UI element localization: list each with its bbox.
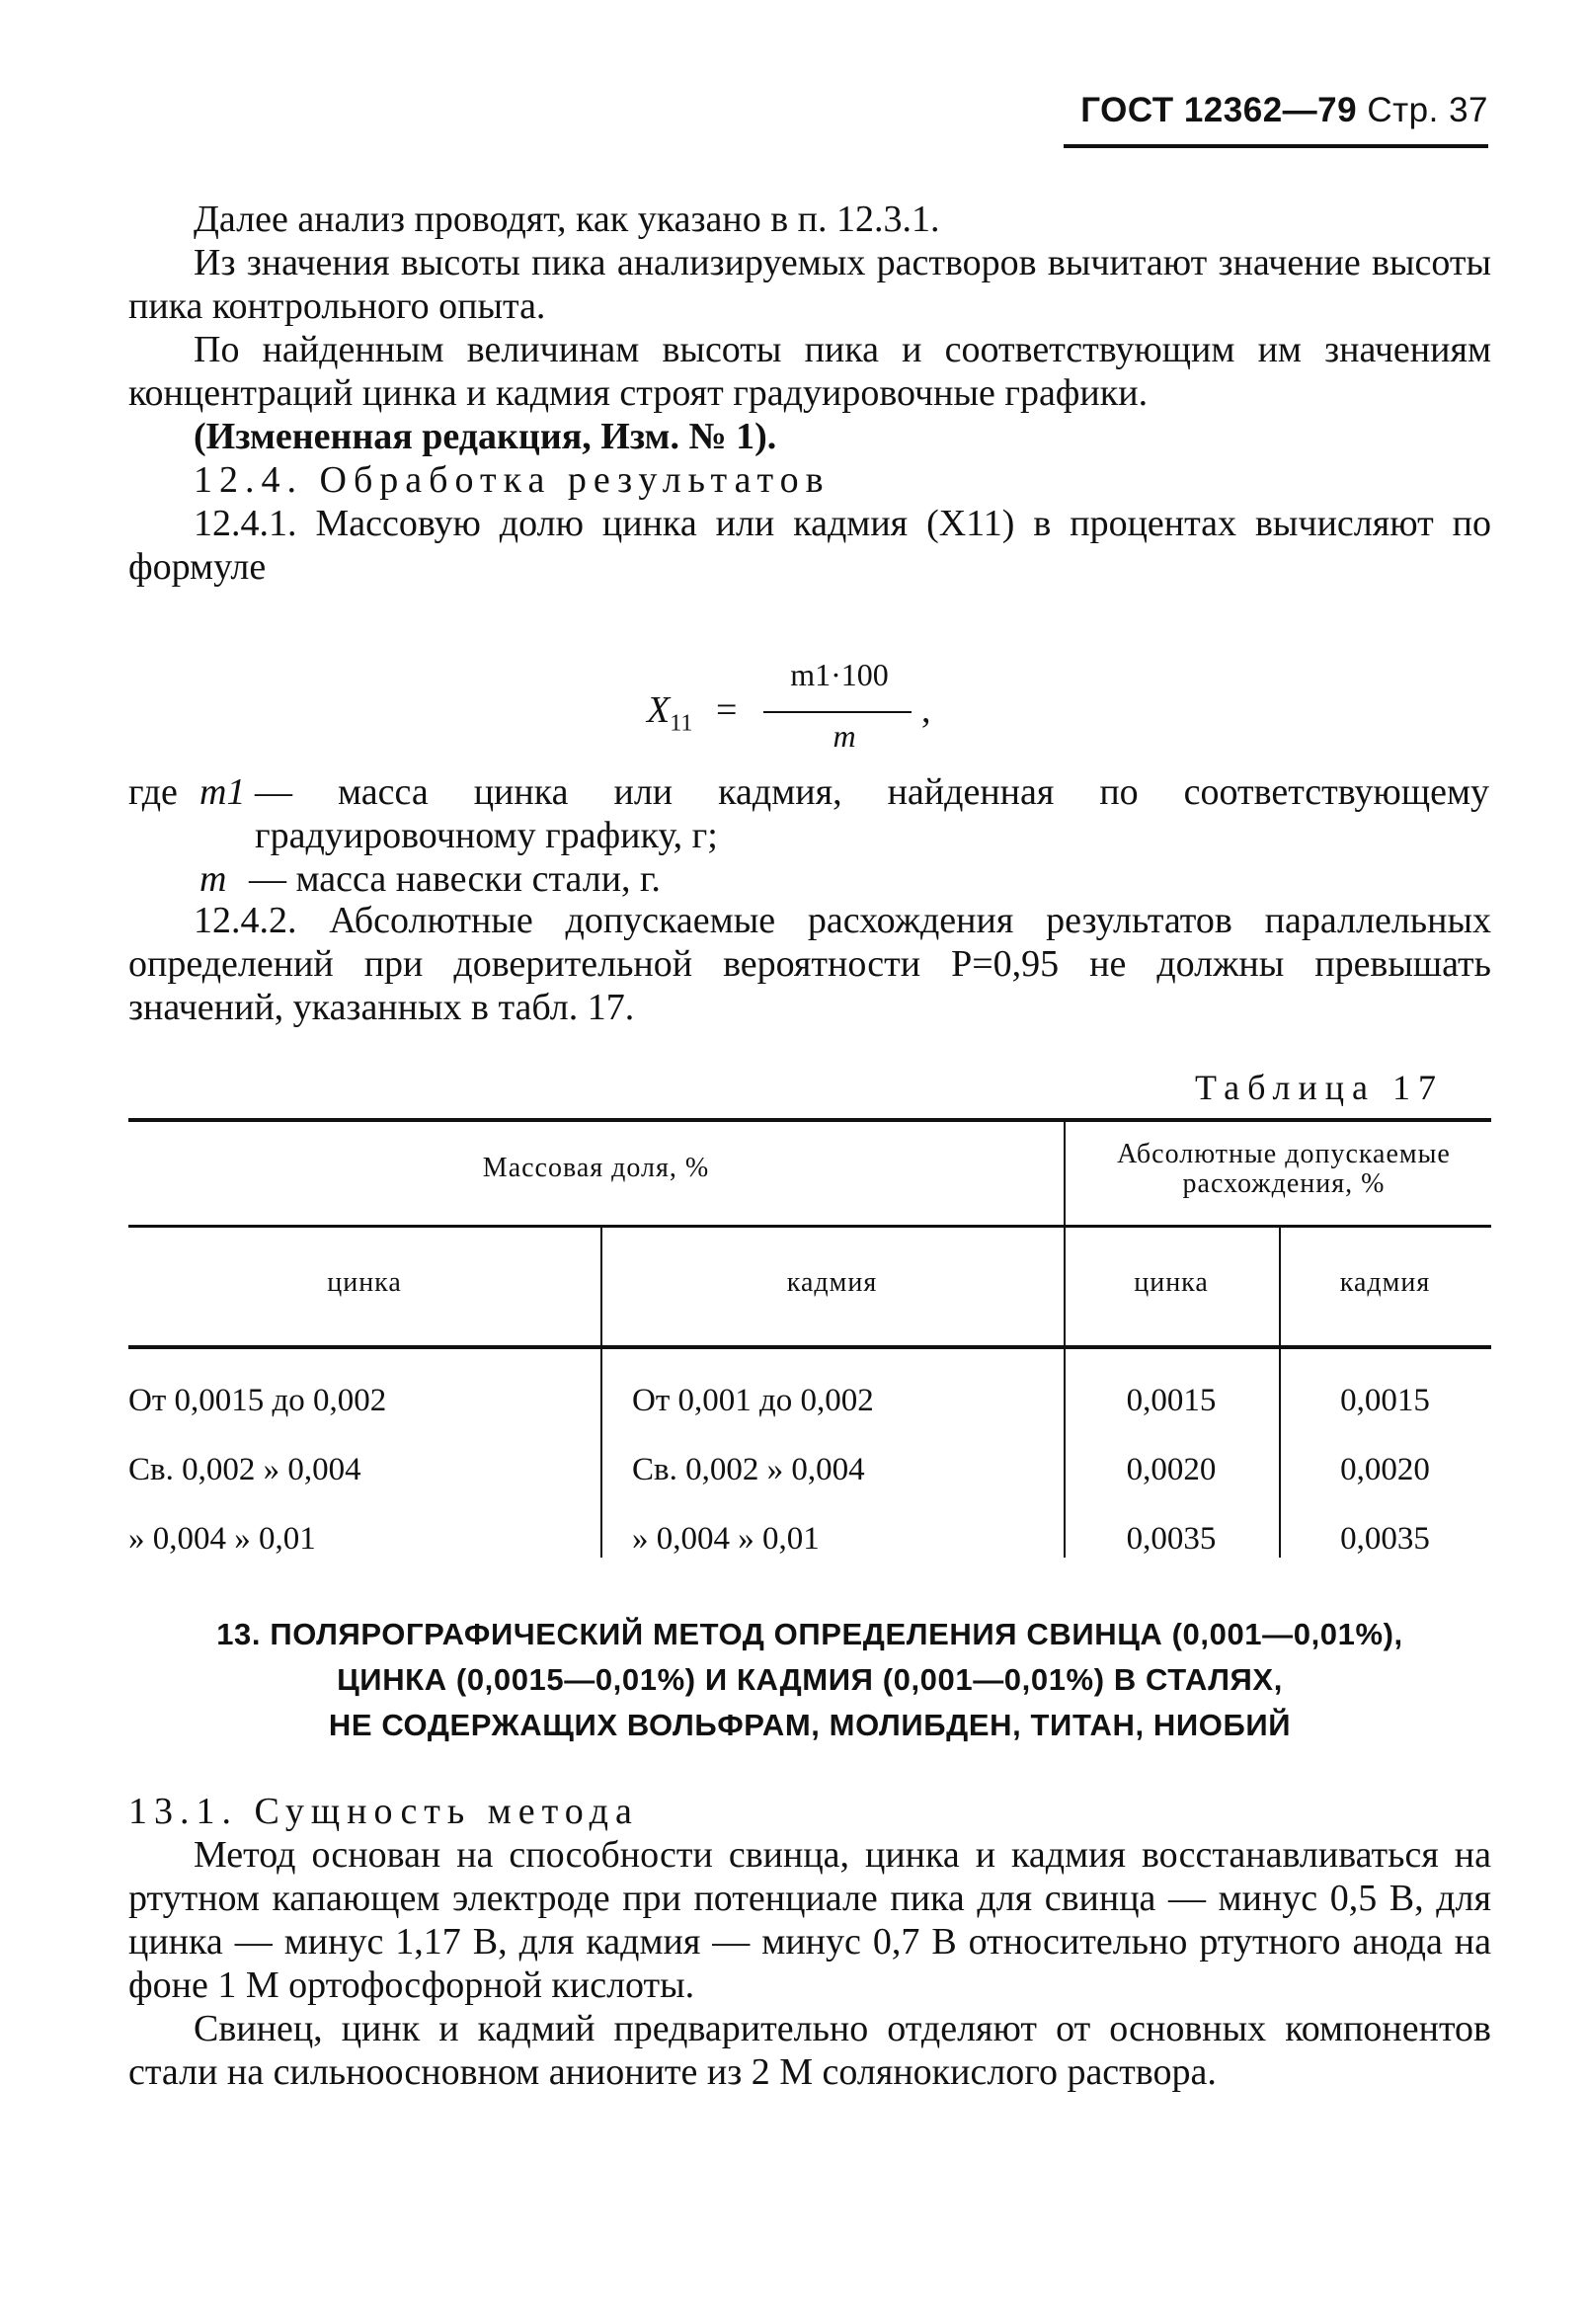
para-12-4-2-block (128, 899, 1491, 1029)
table-rule (128, 1225, 1491, 1228)
table-17 (128, 1118, 1491, 1558)
table-cell: Св. 0,002 » 0,004 (632, 1452, 865, 1487)
paragraph: Далее анализ проводят, как указано в п. 12.3.1. (194, 199, 940, 240)
formula-lhs: $X_{11}$ (647, 689, 693, 737)
paragraph-12-4-1: 12.4.1. Массовую долю цинка или кадмия (X11) в процентах вычисляют по формуле (128, 503, 1491, 588)
table-group-header: Массовая доля, % (482, 1153, 710, 1183)
formula-equals: = (716, 689, 738, 731)
table-cell: 0,0035 (1340, 1521, 1430, 1557)
top-text-block (128, 198, 1491, 589)
paragraph: Свинец, цинк и кадмий предварительно отделяют от основных компонентов стали на сильноосновном анионите из 2 М солянокислого раствора. (128, 2008, 1491, 2093)
where-symbol: m1 (199, 771, 246, 813)
edition-note: (Измененная редакция, Изм. № 1). (194, 416, 777, 457)
table-cell: 0,0015 (1126, 1383, 1217, 1418)
where-block (128, 770, 1491, 901)
formula-numerator: m1·100 (790, 657, 889, 692)
table-cell: 0,0020 (1126, 1452, 1217, 1487)
table-rule (128, 1345, 1491, 1349)
table-caption: Таблица 17 (1195, 1068, 1444, 1107)
doc-id: ГОСТ 12362—79 (1080, 91, 1358, 129)
section-13-title-line: 13. ПОЛЯРОГРАФИЧЕСКИЙ МЕТОД ОПРЕДЕЛЕНИЯ СВИНЦА (0,001—0,01%), (216, 1617, 1403, 1651)
paragraph: По найденным величинам высоты пика и соответствующим им значениям концентраций цинка и кадмия строят градуировочные графики. (128, 329, 1491, 414)
where-text: — масса навески стали, г. (249, 858, 661, 900)
table-sub-header: кадмия (1339, 1267, 1431, 1298)
paragraph-12-4-2: 12.4.2. Абсолютные допускаемые расхождения результатов параллельных определений при доверительной вероятности Р=0,95 не должны превышать значений, указанных в табл. 17. (128, 900, 1491, 1028)
paragraph: Метод основан на способности свинца, цинка и кадмия восстанавливаться на ртутном капающем электроде при потенциале пика для свинца — минус 0,5 В, для цинка — минус 1,17 В, для кадмия — минус 0,7 В относительно ртутного анода на фоне 1 М ортофосфорной кислоты. (128, 1834, 1491, 2006)
formula-denominator: m (833, 718, 856, 754)
section-13-title-line: ЦИНКА (0,0015—0,01%) И КАДМИЯ (0,001—0,01%) В СТАЛЯХ, (337, 1662, 1283, 1697)
table-cell: 0,0035 (1126, 1521, 1217, 1557)
table-sub-header: цинка (327, 1267, 402, 1298)
table-rule (128, 1118, 1491, 1122)
fraction-bar (763, 711, 912, 713)
section-13-title (128, 1612, 1491, 1748)
section-heading-13-1: 13.1. Сущность метода (128, 1791, 639, 1832)
where-lead: где (128, 771, 178, 813)
where-symbol: m (199, 858, 227, 900)
table-sub-header: кадмия (786, 1267, 878, 1298)
table-sub-header: цинка (1134, 1267, 1209, 1298)
paragraph: Из значения высоты пика анализируемых растворов вычитают значение высоты пика контрольного опыта. (128, 242, 1491, 327)
table-cell: От 0,001 до 0,002 (632, 1383, 874, 1418)
page-number: Стр. 37 (1367, 91, 1488, 129)
page-header (1064, 91, 1488, 148)
section-heading-12-4: 12.4. Обработка результатов (194, 459, 831, 501)
formula (647, 657, 963, 765)
table-cell: От 0,0015 до 0,002 (128, 1383, 387, 1418)
bottom-text-block (128, 1790, 1491, 2094)
section-13-title-line: НЕ СОДЕРЖАЩИХ ВОЛЬФРАМ, МОЛИБДЕН, ТИТАН, НИОБИЙ (328, 1708, 1292, 1742)
table-column-divider (1064, 1118, 1066, 1558)
table-group-header: Абсолютные допускаемые расхождения, % (1117, 1139, 1451, 1199)
table-cell: » 0,004 » 0,01 (128, 1521, 316, 1557)
table-cell: 0,0020 (1340, 1452, 1430, 1487)
table-cell: » 0,004 » 0,01 (632, 1521, 820, 1557)
formula-comma: , (921, 689, 931, 731)
table-cell: Св. 0,002 » 0,004 (128, 1452, 361, 1487)
table-cell: 0,0015 (1340, 1383, 1430, 1418)
where-text: — масса цинка или кадмия, найденная по соответствующему градуировочному графику, г; (255, 771, 1489, 856)
